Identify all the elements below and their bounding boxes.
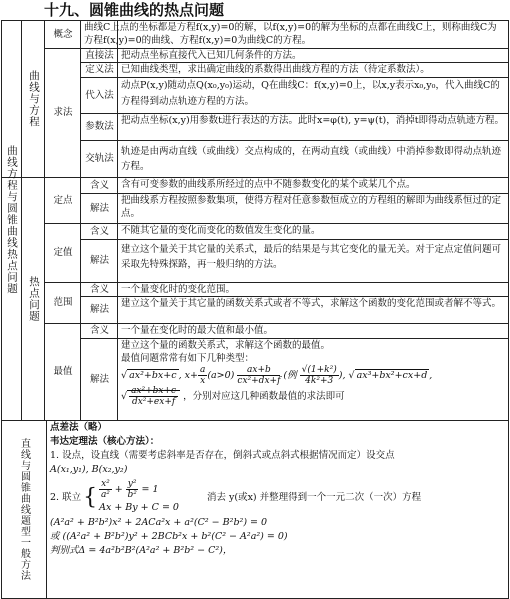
fixed-value-meaning: 不随其它量的变化而变化的数值发生变化的量。 [121,225,321,236]
extremum-solution [118,338,509,420]
range-solution: 建立这个量关于其它量的函数关系式或者不等式，求解这个函数的变化范围或者解不等式。 [121,298,502,309]
fixed-value-solution: 建立这个量关于其它量的关系式，最后的结果是与其它变化的量无关。对于定点定值问题可采取先特殊探路，再一般归纳的方法。 [121,244,502,270]
extremum-solution-line1: 建立这个量的函数关系式，求解这个函数的最值。 [121,340,331,351]
range-meaning-label: 含义 [89,283,109,295]
range-label: 范围 [53,297,73,308]
method-name-definition: 定义法 [85,64,114,75]
quadratic-eq1: (A²a² + B²b²)x² + 2ACa²x + a²(C² − B²b²) = 0 [50,517,268,528]
method-name-substitution: 代入法 [85,89,114,101]
fixed-point-meaning: 含有可变参数的曲线系所经过的点中不随参数变化的某个或某几个点。 [121,179,416,190]
line-conic-label: 直线与圆锥曲线题型一般方法 [18,438,30,581]
extremum-label: 最值 [53,366,73,377]
range-meaning: 一个量变化时的变化范围。 [121,284,236,295]
concept-label: 概念 [53,28,73,40]
concept-text: 曲线C上点的坐标都是方程f(x,y)=0的解，以f(x,y)=0的解为坐标的点都在曲线C上，则称曲线C为方程f(x,y)=0的曲线、方程f(x,y)=0为曲线C的方程。 [84,22,497,46]
method-text-intersection: 轨迹是由两动直线（或曲线）交点构成的，在两动直线（或曲线）中消掉参数即得动点轨迹方程。 [121,146,502,172]
method-name-parameter: 参数法 [85,121,114,132]
fixed-value-label: 定值 [53,247,73,258]
fixed-value-solution-label: 解法 [89,255,109,266]
method-text-parameter: 把动点坐标(x,y)用参数t进行表达的方法。此时x=φ(t), y=ψ(t)，消掉t即得动点轨迹方程。 [121,115,505,126]
range-solution-label: 解法 [89,304,109,315]
discriminant: 判别式Δ = 4a²b²B²(A²a² + B²b² − C²)， [50,545,233,556]
extremum-meaning: 一个量在变化时的最大值和最小值。 [121,325,274,336]
system-equations: $\frac{\text{x²}}{\text{a²}}$ + $\frac{\text{y²}}{\text{b²}}$ = 1 Ax + By + C = 0 [99,479,179,513]
step2-prefix: 2. 联立 [50,491,82,503]
brace-glyph: { [83,484,98,510]
hot-topics-label: 热点问题 [28,275,40,322]
page-title: 十九、圆锥曲线的热点问题 [44,1,225,19]
step1-points: A(x₁,y₁), B(x₂,y₂) [50,464,128,475]
vieta-heading: 韦达定理法（核心方法）： [50,436,160,447]
extremum-meaning-label: 含义 [89,325,109,336]
extremum-formula-types: √ ax²+bx+c , x+ $\frac{a}{x}$ (a>0) $\frac{ax+b}{\text{cx²+dx+f}}$ (例 $\frac{\text{√(1+k²)}}{\text{4k²+3}}$ ), √ ax³+bx²+cx+d , [121,365,433,386]
outer-section-label: 曲线方程与圆锥曲线热点问题 [6,145,18,295]
extremum-solution-label: 解法 [89,373,109,385]
method-text-definition: 已知曲线类型，求出确定曲线的系数得出曲线方程的方法（待定系数法）。 [121,64,430,75]
method-text-substitution: 动点P(x,y)随动点Q(x₀,y₀)运动，Q在曲线C：f(x,y)=0上，以x,y表示x₀,y₀，代入曲线C的方程得到动点轨迹方程的方法。 [121,80,500,107]
fixed-point-meaning-label: 含义 [89,179,109,191]
step2-text: 消去 y(或x) 并整理得到一个一元二次（一次）方程 [206,491,422,503]
method-label: 求法 [53,107,73,118]
line-conic-content [47,420,509,599]
point-difference-heading: 点差法（略） [50,422,108,433]
method-name-direct: 直接法 [85,49,114,61]
method-text-direct: 把动点坐标直接代入已知几何条件的方法。 [121,50,302,61]
step2-row [50,479,506,516]
quadratic-eq2: 或 ((A²a² + B²b²)y² + 2BCb²x + b²(C² − A²a²) = 0) [50,531,288,542]
extremum-solution-line2: 最值问题常常有如下几种类型： [121,353,255,364]
fixed-point-solution: 把曲线系方程按照参数集项，使得方程对任意参数恒成立的方程组的解即为曲线系恒过的定点。 [121,195,502,219]
method-name-intersection: 交轨法 [85,153,114,164]
fixed-point-solution-label: 解法 [89,202,109,214]
fixed-value-meaning-label: 含义 [89,225,109,237]
curve-equation-label: 曲线与方程 [28,69,40,128]
extremum-formula-tail: √ $\frac{\text{ax²+bx+c}}{\text{dx²+ex+f}}$ ，分别对应这几种函数最值的求法即可 [121,386,345,407]
fixed-point-label: 定点 [53,194,73,206]
step1-text: 1. 设点，设直线（需要考虑斜率是否存在，倒斜式或点斜式根据情况而定）设交点 [50,450,395,461]
